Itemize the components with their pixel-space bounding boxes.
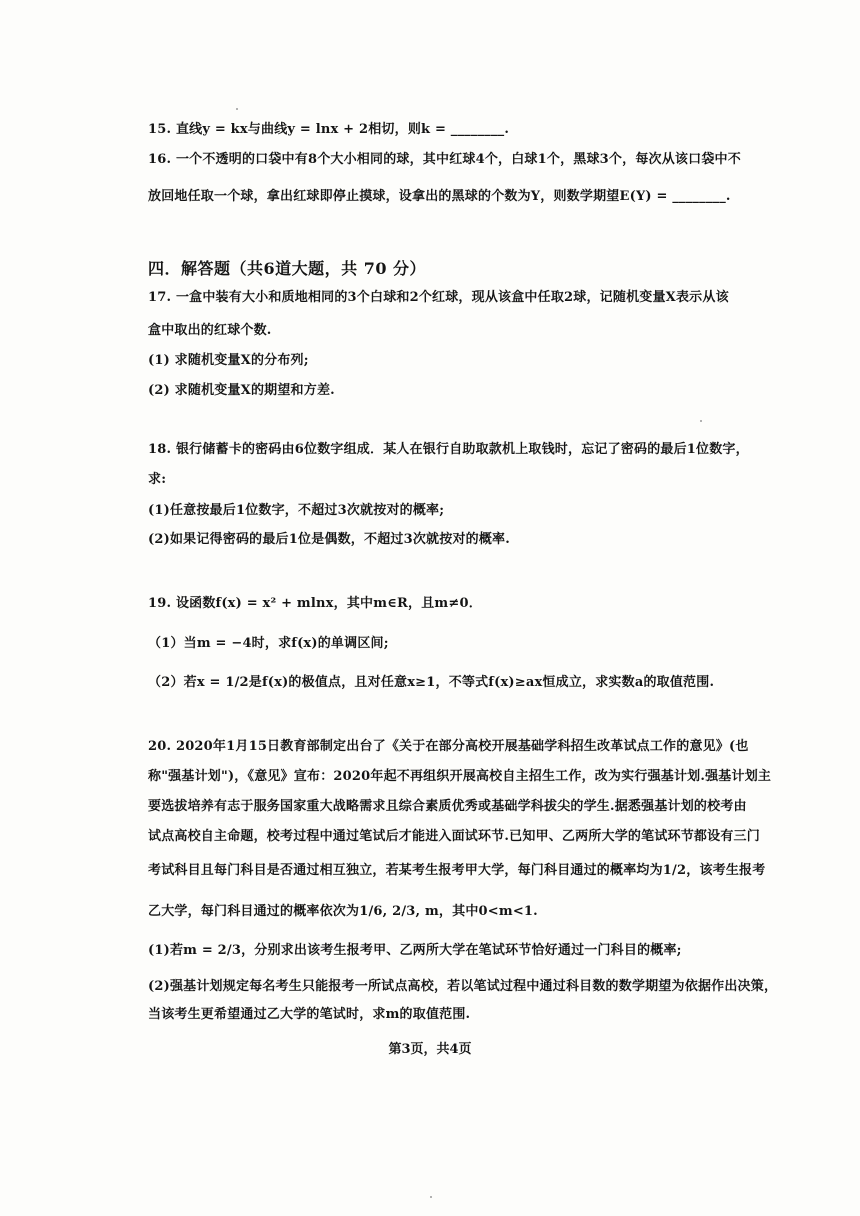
question-16-line-1: 16. 一个不透明的口袋中有8个大小相同的球，其中红球4个，白球1个，黑球3个，每次从该口袋中不	[148, 152, 741, 167]
scan-speck	[236, 108, 238, 110]
question-17-part-2: (2) 求随机变量X的期望和方差.	[148, 383, 335, 398]
scan-speck	[700, 420, 702, 422]
question-19-part-2: （2）若x = 1/2是f(x)的极值点，且对任意x≥1，不等式f(x)≥ax恒成立，求实数a的取值范围.	[148, 675, 715, 690]
question-17-line-2: 盒中取出的红球个数.	[148, 323, 272, 338]
question-20-line-2: 称"强基计划")，《意见》宣布：2020年起不再组织开展高校自主招生工作，改为实行强基计划.强基计划主	[148, 769, 772, 784]
question-20-line-6: 乙大学，每门科目通过的概率依次为1/6, 2/3, m，其中0<m<1.	[148, 904, 538, 919]
question-20-part-2-line-1: (2)强基计划规定每名考生只能报考一所试点高校，若以笔试过程中通过科目数的数学期望为依据作出决策，	[148, 979, 778, 994]
question-18-part-2: (2)如果记得密码的最后1位是偶数，不超过3次就按对的概率.	[148, 532, 510, 547]
question-17-part-1: (1) 求随机变量X的分布列;	[148, 353, 309, 368]
question-20-line-4: 试点高校自主命题，校考过程中通过笔试后才能进入面试环节.已知甲、乙两所大学的笔试环节都设有三门	[148, 829, 760, 844]
question-19-line-1: 19. 设函数f(x) = x² + mlnx，其中m∈R，且m≠0．	[148, 596, 482, 611]
question-20-line-1: 20. 2020年1月15日教育部制定出台了《关于在部分高校开展基础学科招生改革试点工作的意见》(也	[148, 739, 749, 754]
question-18-line-2: 求:	[148, 472, 167, 487]
question-18-part-1: (1)任意按最后1位数字，不超过3次就按对的概率;	[148, 503, 445, 518]
question-17-line-1: 17. 一盒中装有大小和质地相同的3个白球和2个红球，现从该盒中任取2球，记随机变量X表示从该	[148, 290, 729, 305]
question-15: 15. 直线y = kx与曲线y = lnx + 2相切，则k = ________.	[148, 122, 510, 137]
question-20-line-5: 考试科目且每门科目是否通过相互独立，若某考生报考甲大学，每门科目通过的概率均为1/2，该考生报考	[148, 863, 766, 878]
question-19-part-1: （1）当m = −4时，求f(x)的单调区间;	[148, 636, 389, 651]
question-20-part-1: (1)若m = 2/3，分别求出该考生报考甲、乙两所大学在笔试环节恰好通过一门科目的概率;	[148, 943, 682, 958]
page-footer: 第3页，共4页	[388, 1042, 472, 1057]
question-18-line-1: 18. 银行储蓄卡的密码由6位数字组成．某人在银行自助取款机上取钱时，忘记了密码的最后1位数字，	[148, 442, 749, 457]
section-heading: 四．解答题（共6道大题，共 70 分）	[148, 259, 427, 278]
scan-speck	[430, 1196, 432, 1198]
question-20-line-3: 要选拔培养有志于服务国家重大战略需求且综合素质优秀或基础学科拔尖的学生.据悉强基计划的校考由	[148, 799, 747, 814]
question-20-part-2-line-2: 当该考生更希望通过乙大学的笔试时，求m的取值范围.	[148, 1007, 471, 1022]
question-16-line-2: 放回地任取一个球，拿出红球即停止摸球，设拿出的黑球的个数为Y，则数学期望E(Y) = ________.	[148, 189, 731, 204]
